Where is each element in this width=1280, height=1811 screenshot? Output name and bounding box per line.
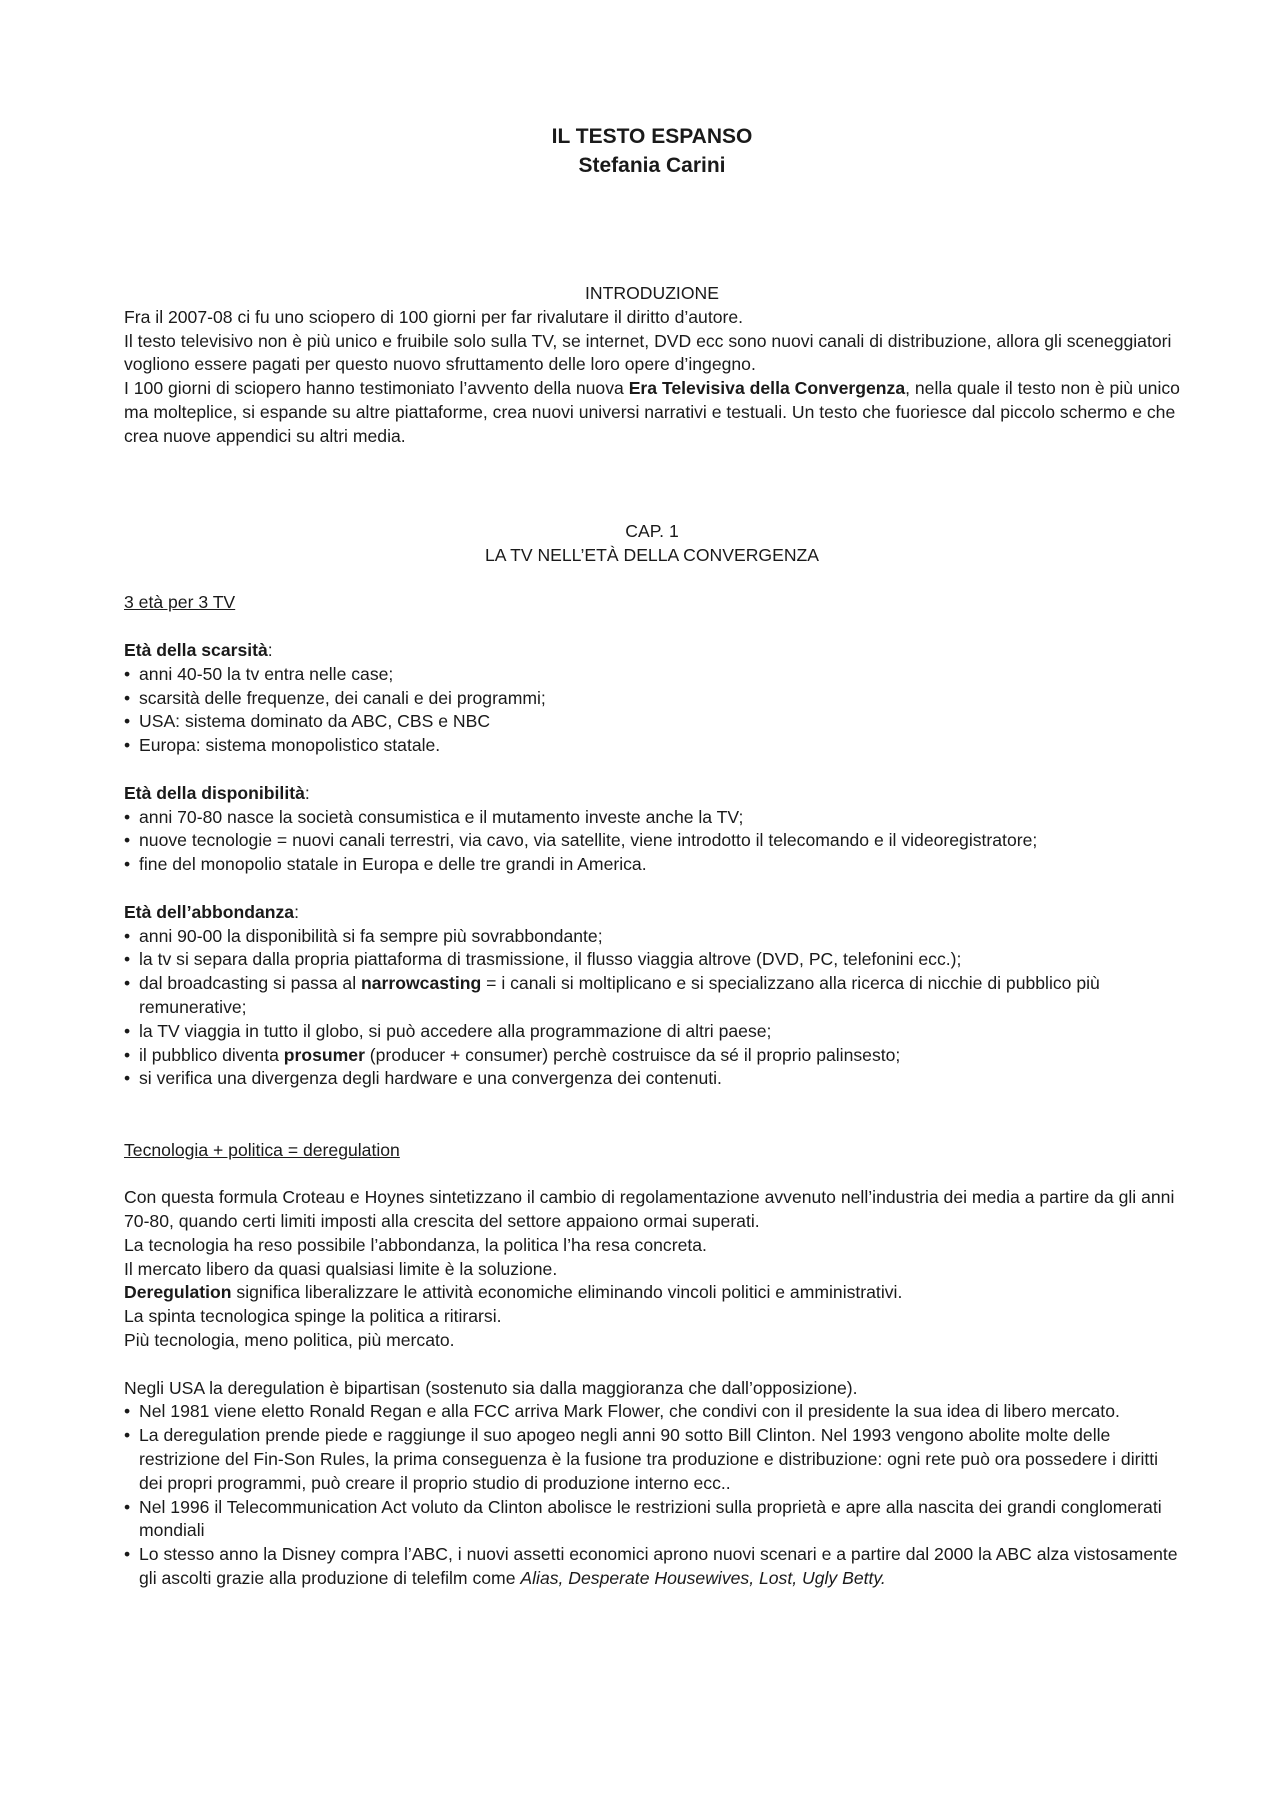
deregulation-paragraph-3: Il mercato libero da quasi qualsiasi limite è la soluzione. xyxy=(124,1258,558,1279)
list-item: • fine del monopolio statale in Europa e delle tre grandi in America. xyxy=(124,853,1180,877)
deregulation-paragraph-4: Deregulation significa liberalizzare le attività economiche eliminando vincoli politici e amministrativi. xyxy=(124,1282,903,1303)
section-heading-deregulation: Tecnologia + politica = deregulation xyxy=(124,1139,400,1160)
chapter-title: LA TV NELL’ETÀ DELLA CONVERGENZA xyxy=(484,544,820,565)
list-item: • Europa: sistema monopolistico statale. xyxy=(124,734,1180,758)
document-title: IL TESTO ESPANSO xyxy=(551,125,753,148)
intro-paragraph-3: I 100 giorni di sciopero hanno testimoniato l’avvento della nuova Era Televisiva della Convergenza, nella quale il testo non è più unico ma molteplice, si espande su altre piattaforme, crea nuovi universi narrativi e testuali. Un testo che fuoriesce dal piccolo schermo e che crea nuove appendici su altri media. xyxy=(124,378,1180,446)
list-item: • anni 70-80 nasce la società consumistica e il mutamento investe anche la TV; xyxy=(124,806,1180,830)
eta-scarsita-list xyxy=(124,663,1180,758)
narrowcasting-bold: narrowcasting xyxy=(361,973,482,994)
deregulation-paragraph-7: Negli USA la deregulation è bipartisan (sostenuto sia dalla maggioranza che dall’opposizione). xyxy=(124,1377,858,1398)
list-item: • anni 40-50 la tv entra nelle case; xyxy=(124,663,1180,687)
list-item: • il pubblico diventa prosumer (producer + consumer) perchè costruisce da sé il proprio palinsesto; xyxy=(124,1044,1180,1068)
list-item: • Nel 1996 il Telecommunication Act voluto da Clinton abolisce le restrizioni sulla proprietà e apre alla nascita dei grandi conglomerati mondiali xyxy=(124,1496,1180,1544)
list-item: • scarsità delle frequenze, dei canali e dei programmi; xyxy=(124,687,1180,711)
chapter-number: CAP. 1 xyxy=(625,520,679,541)
document-author: Stefania Carini xyxy=(578,154,726,177)
list-item: • anni 90-00 la disponibilità si fa sempre più sovrabbondante; xyxy=(124,925,1180,949)
deregulation-list xyxy=(124,1400,1180,1590)
intro-paragraph-1: Fra il 2007-08 ci fu uno sciopero di 100 giorni per far rivalutare il diritto d’autore. xyxy=(124,306,744,327)
list-item: • Nel 1981 viene eletto Ronald Regan e alla FCC arriva Mark Flower, che condivi con il presidente la sua idea di libero mercato. xyxy=(124,1400,1180,1424)
deregulation-paragraph-1: Con questa formula Croteau e Hoynes sintetizzano il cambio di regolamentazione avvenuto nell’industria dei media a partire da gli anni 70-80, quando certi limiti imposti alla crescita del settore appaiono ormai superati. xyxy=(124,1187,1175,1232)
intro-paragraph-2: Il testo televisivo non è più unico e fruibile solo sulla TV, se internet, DVD ecc sono nuovi canali di distribuzione, allora gli sceneggiatori vogliono essere pagati per questo nuovo sfruttamento delle loro opere d’ingegno. xyxy=(124,330,1172,375)
deregulation-paragraph-6: Più tecnologia, meno politica, più mercato. xyxy=(124,1330,455,1351)
eta-abbondanza-list xyxy=(124,925,1180,1092)
list-item: • USA: sistema dominato da ABC, CBS e NBC xyxy=(124,710,1180,734)
eta-disponibilita-label: Età della disponibilità: xyxy=(124,782,310,803)
telefilm-titles-italic: Alias, Desperate Housewives, Lost, Ugly Betty. xyxy=(520,1568,886,1589)
document-page xyxy=(124,122,1180,1591)
list-item: • la tv si separa dalla propria piattaforma di trasmissione, il flusso viaggia altrove (DVD, PC, telefonini ecc.); xyxy=(124,948,1180,972)
deregulation-paragraph-5: La spinta tecnologica spinge la politica a ritirarsi. xyxy=(124,1306,502,1327)
section-heading-3-eta: 3 età per 3 TV xyxy=(124,592,236,613)
list-item: • Lo stesso anno la Disney compra l’ABC, i nuovi assetti economici aprono nuovi scenari e a partire dal 2000 la ABC alza vistosamente gli ascolti grazie alla produzione di telefilm come Alias, Desperate Housewives, Lost, Ugly Betty. xyxy=(124,1543,1180,1591)
eta-abbondanza-label: Età dell’abbondanza: xyxy=(124,901,299,922)
list-item: • La deregulation prende piede e raggiunge il suo apogeo negli anni 90 sotto Bill Clinton. Nel 1993 vengono abolite molte delle restrizione del Fin-Son Rules, la prima conseguenza è la fusione tra produzione e distribuzione: ogni rete può ora possedere i diritti dei propri programmi, può creare il proprio studio di produzione interno ecc.. xyxy=(124,1424,1180,1495)
eta-scarsita-label: Età della scarsità: xyxy=(124,639,273,660)
deregulation-bold: Deregulation xyxy=(124,1282,232,1303)
list-item: • dal broadcasting si passa al narrowcasting = i canali si moltiplicano e si specializzano alla ricerca di nicchie di pubblico più remunerative; xyxy=(124,972,1180,1020)
list-item: • nuove tecnologie = nuovi canali terrestri, via cavo, via satellite, viene introdotto il telecomando e il videoregistratore; xyxy=(124,829,1180,853)
intro-heading: INTRODUZIONE xyxy=(585,283,719,303)
prosumer-bold: prosumer xyxy=(283,1044,365,1065)
deregulation-paragraph-2: La tecnologia ha reso possibile l’abbondanza, la politica l’ha resa concreta. xyxy=(124,1234,707,1255)
list-item: • la TV viaggia in tutto il globo, si può accedere alla programmazione di altri paese; xyxy=(124,1020,1180,1044)
eta-disponibilita-list xyxy=(124,806,1180,877)
list-item: • si verifica una divergenza degli hardware e una convergenza dei contenuti. xyxy=(124,1067,1180,1091)
era-convergenza-bold: Era Televisiva della Convergenza xyxy=(628,378,906,399)
